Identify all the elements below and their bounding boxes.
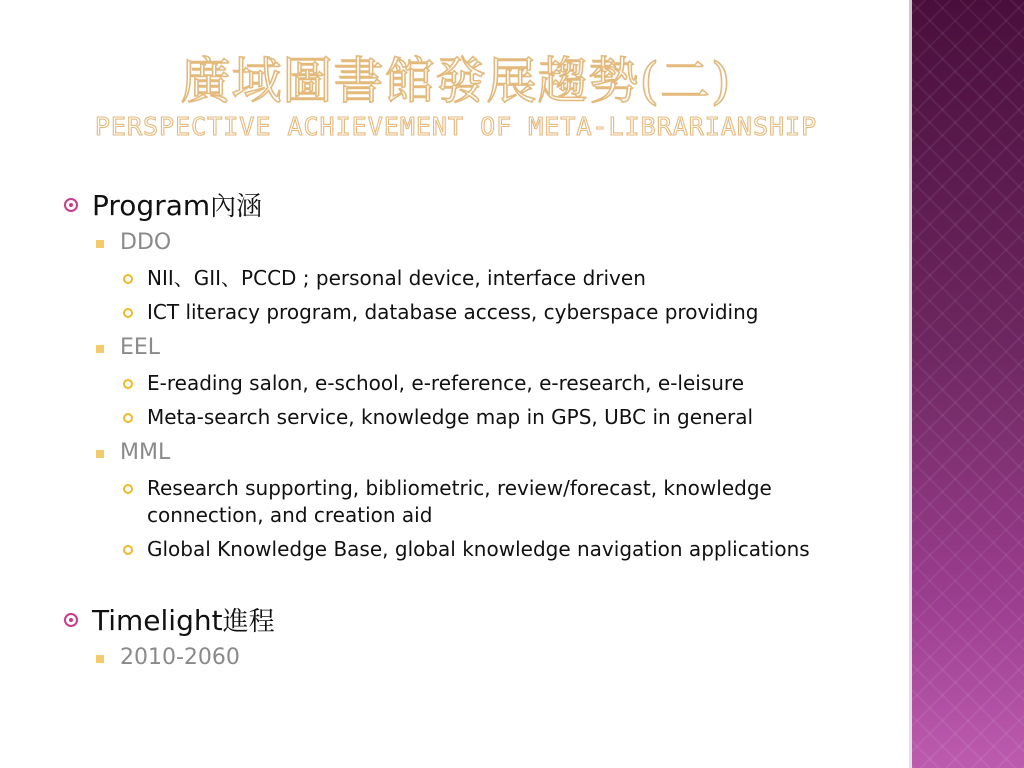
bullet-eel-item-2-text: Meta-search service, knowledge map in GPS, UBC in general bbox=[147, 405, 754, 429]
bullet-timelight bbox=[92, 601, 275, 638]
bullet-ddo-item-1 bbox=[147, 265, 847, 292]
bullet-ddo bbox=[120, 230, 171, 255]
bullet-eel-item-1 bbox=[147, 370, 847, 397]
level3-bullet-icon bbox=[123, 379, 133, 389]
bullet-ddo-item-1-text: NII、GII、PCCD ; personal device, interface driven bbox=[147, 266, 646, 290]
level3-bullet-icon bbox=[123, 308, 133, 318]
bullet-range bbox=[120, 645, 240, 670]
bullet-ddo-item-2-text: ICT literacy program, database access, cyberspace providing bbox=[147, 300, 759, 324]
level1-bullet-icon bbox=[64, 198, 78, 212]
level1-bullet-icon bbox=[64, 613, 78, 627]
title-english: PERSPECTIVE ACHIEVEMENT OF META-LIBRARIANSHIP bbox=[94, 112, 818, 141]
bullet-mml bbox=[120, 440, 170, 465]
bullet-program-label: Program bbox=[92, 189, 211, 222]
level2-bullet-icon bbox=[96, 345, 104, 353]
bullet-program bbox=[92, 186, 262, 223]
level3-bullet-icon bbox=[123, 274, 133, 284]
bullet-mml-item-1 bbox=[147, 475, 847, 529]
bullet-mml-label: MML bbox=[120, 440, 171, 465]
bullet-timelight-label: Timelight bbox=[92, 604, 223, 637]
level2-bullet-icon bbox=[96, 450, 104, 458]
level2-bullet-icon bbox=[96, 240, 104, 248]
bullet-eel bbox=[120, 335, 160, 360]
bullet-mml-item-2-text: Global Knowledge Base, global knowledge navigation applications bbox=[147, 537, 810, 561]
level3-bullet-icon bbox=[123, 413, 133, 423]
level3-bullet-icon bbox=[123, 484, 133, 494]
bullet-mml-item-2 bbox=[147, 536, 847, 563]
bullet-range-label: 2010-2060 bbox=[120, 645, 240, 670]
level2-bullet-icon bbox=[96, 655, 104, 663]
decorative-side-band bbox=[912, 0, 1024, 768]
bullet-timelight-zh: 進程 bbox=[222, 607, 275, 637]
bullet-program-zh: 內涵 bbox=[210, 192, 263, 222]
bullet-mml-item-1-text: Research supporting, bibliometric, review/forecast, knowledge connection, and creation aid bbox=[147, 476, 772, 527]
bullet-eel-item-2 bbox=[147, 404, 847, 431]
bullet-ddo-label: DDO bbox=[120, 230, 172, 255]
bullet-eel-label: EEL bbox=[120, 335, 161, 360]
level3-bullet-icon bbox=[123, 545, 133, 555]
bullet-ddo-item-2 bbox=[147, 299, 847, 326]
title-chinese: 廣域圖書館發展趨勢(二) bbox=[180, 52, 732, 110]
bullet-eel-item-1-text: E-reading salon, e-school, e-reference, e-research, e-leisure bbox=[147, 371, 745, 395]
